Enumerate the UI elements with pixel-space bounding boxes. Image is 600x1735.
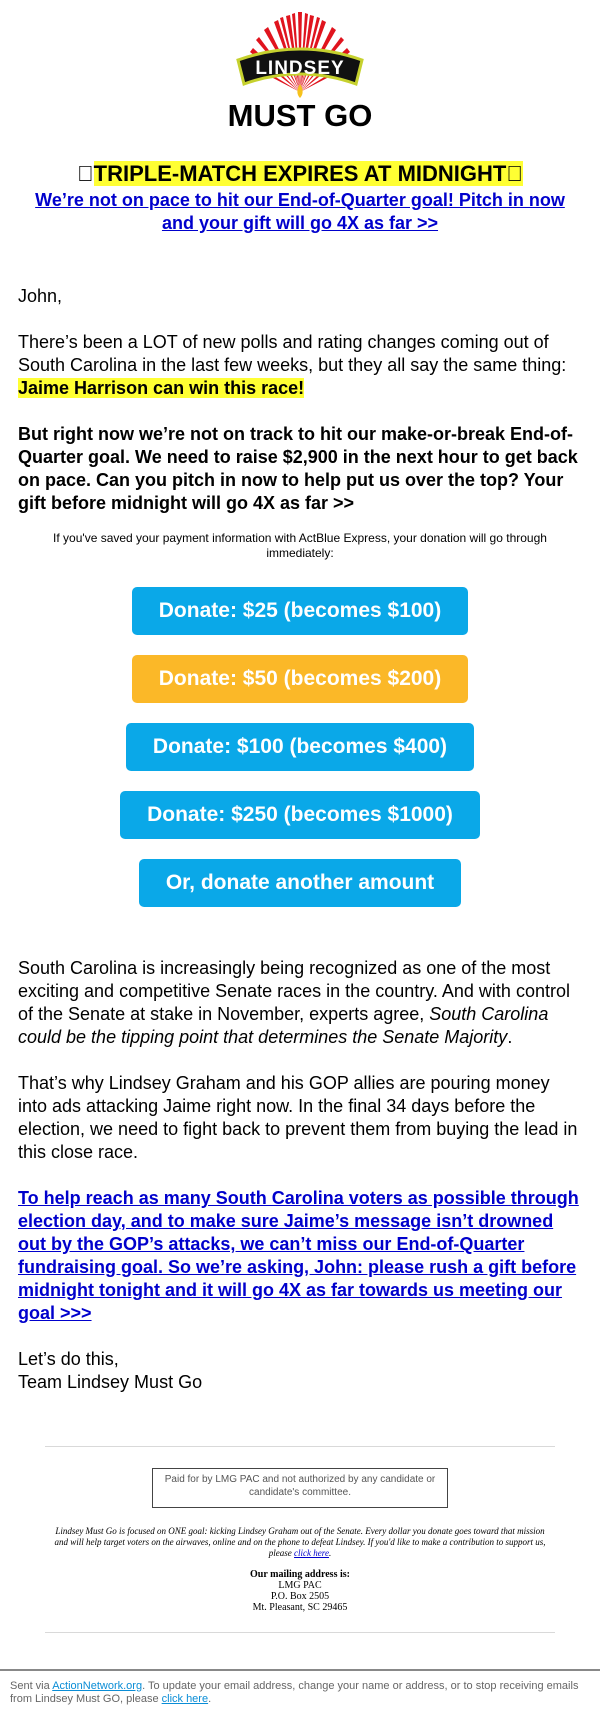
paragraph-ads: That’s why Lindsey Graham and his GOP allies are pouring money into ads attacking Jaime right now. In the final 34 days before the election, we need to fight back to prevent them from buying the lead in this close race. (18, 1073, 578, 1162)
lindsey-must-go-logo (220, 0, 380, 134)
mission-statement (50, 1526, 550, 1559)
unsubscribe-click-here-link[interactable]: click here (161, 1693, 209, 1705)
paragraph-goal: But right now we’re not on track to hit our make-or-break End-of-Quarter goal. We need to raise $2,900 in the next hour to get back on pace. Can you pitch in now to help put us over the top? Your gift before midnight will go 4X as far >> (18, 424, 578, 513)
donate-250-button[interactable]: Donate: $250 (becomes $1000) (120, 791, 480, 839)
paragraph-rush-gift (18, 1187, 583, 1325)
actblue-express-note: If you've saved your payment information with ActBlue Express, your donation will go through immediately: (53, 531, 547, 560)
mission-click-here-link[interactable]: click here (294, 1548, 329, 1558)
donate-other-amount-button[interactable]: Or, donate another amount (139, 859, 461, 907)
paid-for-disclaimer: Paid for by LMG PAC and not authorized by any candidate or candidate's committee. (152, 1468, 448, 1508)
subhead (30, 189, 570, 235)
signoff (18, 1348, 583, 1394)
paragraph-polls (18, 331, 583, 400)
headline-text: TRIPLE-MATCH EXPIRES AT MIDNIGHT (93, 161, 523, 186)
mission-text: Lindsey Must Go is focused on ONE goal: kicking Lindsey Graham out of the Senate. Every dollar you donate goes toward that mission and will help target voters on the airwaves, online and on the phone to defeat Lindsey. If you'd like to make a contribution to support us, please (54, 1526, 546, 1558)
mailing-address-line-1: LMG PAC (278, 1580, 322, 1591)
sent-via-middle: . To update your email address, change your name or address, or to stop receiving emails from Lindsey Must GO, please (10, 1680, 579, 1705)
signoff-line-1: Let’s do this, (18, 1349, 119, 1369)
mailing-address (0, 1569, 600, 1613)
headline-glyph-left: ⃞ (77, 161, 94, 186)
pitch-in-link[interactable]: We’re not on pace to hit our End-of-Quarter goal! Pitch in now and your gift will go 4X as far >> (35, 190, 565, 233)
headline (0, 160, 600, 188)
paragraph-senate-italic: South Carolina could be the tipping point that determines the Senate Majority (18, 1004, 549, 1047)
highlight-harrison: Jaime Harrison can win this race! (18, 378, 305, 398)
signoff-line-2: Team Lindsey Must Go (18, 1372, 203, 1392)
actionnetwork-link[interactable]: ActionNetwork.org (52, 1680, 143, 1692)
mailing-address-line-2: P.O. Box 2505 (270, 1591, 330, 1602)
logo-top-text: LINDSEY (255, 58, 345, 79)
rush-gift-link[interactable]: To help reach as many South Carolina voters as possible through election day, and to make sure Jaime’s message isn’t drowned out by the GOP’s attacks, we can’t miss our End-of-Quarter fundraising goal. So we’re asking, John: please rush a gift before midnight tonight and it will go 4X as far towards us meeting our goal >>> (18, 1188, 579, 1323)
paragraph-senate (18, 957, 583, 1049)
mission-end: . (328, 1548, 332, 1558)
paragraph-senate-text: South Carolina is increasingly being recognized as one of the most exciting and competitive Senate races in the country. And with control of the Senate at stake in November, experts agree, (18, 958, 570, 1024)
donate-25-button[interactable]: Donate: $25 (becomes $100) (132, 587, 468, 635)
footer-divider-bottom (45, 1632, 555, 1633)
paragraph-senate-end: . (507, 1027, 513, 1047)
logo (0, 0, 600, 140)
sent-via-prefix: Sent via (10, 1680, 53, 1692)
donate-50-button[interactable]: Donate: $50 (becomes $200) (132, 655, 468, 703)
sent-via-notice (10, 1680, 595, 1706)
mailing-address-line-3: Mt. Pleasant, SC 29465 (252, 1602, 348, 1613)
banner (238, 49, 362, 84)
logo-bottom-text: MUST GO (227, 98, 373, 133)
sent-via-end: . (208, 1693, 212, 1705)
donate-100-button[interactable]: Donate: $100 (becomes $400) (126, 723, 474, 771)
greeting: John, (18, 286, 63, 306)
footer-divider-top (45, 1446, 555, 1447)
sent-via-divider (0, 1669, 600, 1671)
mailing-address-label: Our mailing address is: (250, 1569, 350, 1580)
paragraph-polls-text: There’s been a LOT of new polls and rating changes coming out of South Carolina in the last few weeks, but they all say the same thing: (18, 332, 567, 375)
